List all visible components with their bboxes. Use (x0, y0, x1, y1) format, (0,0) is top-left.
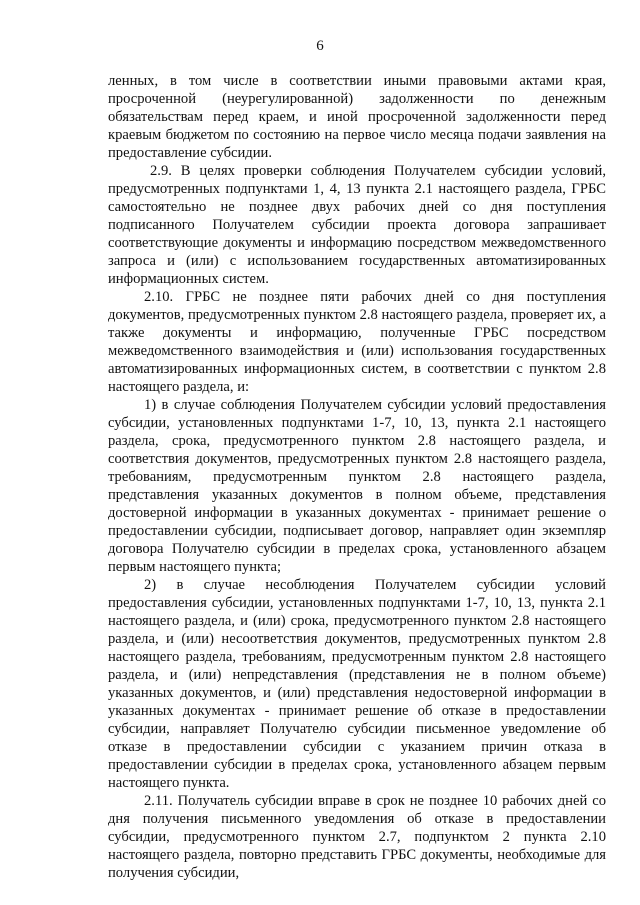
page-number: 6 (316, 38, 324, 54)
paragraph-2-9: 2.9. В целях проверки соблюдения Получателем субсидии условий, предусмотренных подпунктами 1, 4, 13 пункта 2.1 настоящего раздела, ГРБС самостоятельно не позднее двух рабочих дней со дня поступления подписанного Получателем субсидии проекта договора запрашивает соответствующие документы и информацию посредством межведомственного запроса и (или) с использованием государственных автоматизированных информационных систем. (108, 163, 606, 287)
paragraph-2-10-item-2: 2) в случае несоблюдения Получателем субсидии условий предоставления субсидии, установленных подпунктами 1-7, 10, 13, пункта 2.1 настоящего раздела, и (или) срока, предусмотренного пунктом 2.8 настоящего раздела, и (или) несоответствия документов, предусмотренных пунктом 2.8 настоящего раздела, требованиям, предусмотренным пунктом 2.8 настоящего раздела, и (или) непредставления (представления не в полном объеме) указанных документов, и (или) представления недостоверной информации в указанных документах - принимает решение об отказе в предоставлении субсидии, направляет Получателю субсидии письменное уведомление об отказе в предоставлении субсидии с указанием причин отказа в предоставлении субсидии в пределах срока, установленного абзацем первым настоящего пункта. (108, 577, 606, 791)
paragraph-2-11: 2.11. Получатель субсидии вправе в срок не позднее 10 рабочих дней со дня получения письменного уведомления об отказе в предоставлении субсидии, предусмотренного пунктом 2.7, подпунктом 2 пункта 2.10 настоящего раздела, повторно представить ГРБС документы, необходимые для получения субсидии, (108, 793, 606, 881)
paragraph-2-10-item-1: 1) в случае соблюдения Получателем субсидии условий предоставления субсидии, установленных подпунктами 1-7, 10, 13, пункта 2.1 настоящего раздела, срока, предусмотренного пунктом 2.8 настоящего раздела, и соответствия документов, предусмотренных пунктом 2.8 настоящего раздела, требованиям, предусмотренным пунктом 2.8 настоящего раздела, представления указанных документов в полном объеме, представления достоверной информации в указанных документах - принимает решение о предоставлении субсидии, подписывает договор, направляет один экземпляр договора Получателю субсидии в пределах срока, установленного абзацем первым настоящего пункта; (108, 397, 606, 575)
paragraph-continuation: ленных, в том числе в соответствии иными правовыми актами края, просроченной (неурегулированной) задолженности по денежным обязательствам перед краем, и иной просроченной задолженности перед краевым бюджетом по состоянию на первое число месяца подачи заявления на предоставление субсидии. (108, 73, 606, 161)
paragraph-2-10: 2.10. ГРБС не позднее пяти рабочих дней со дня поступления документов, предусмотренных пунктом 2.8 настоящего раздела, проверяет их, а также документы и информацию, полученные ГРБС посредством межведомственного взаимодействия и (или) использования государственных автоматизированных информационных систем, в соответствии с пунктом 2.8 настоящего раздела, и: (108, 289, 606, 395)
document-body (108, 72, 606, 882)
